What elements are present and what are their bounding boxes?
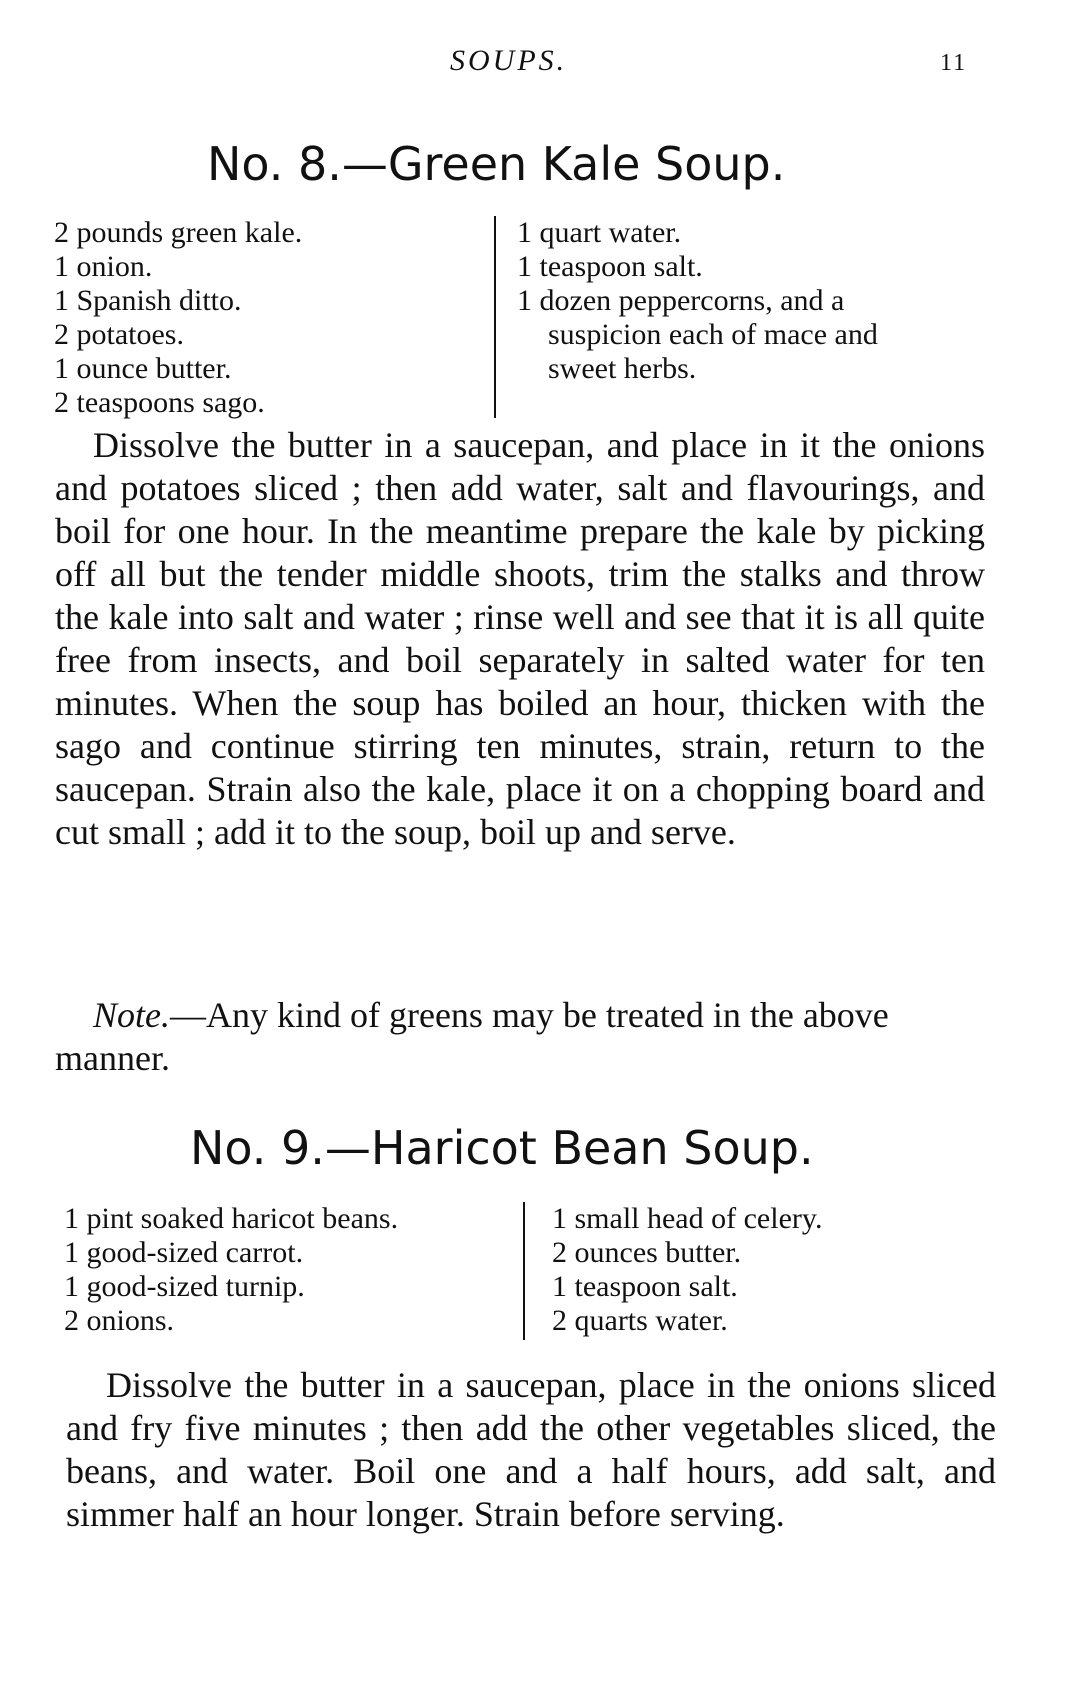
recipe-9-ingredients-left bbox=[64, 1202, 398, 1338]
running-head-title: SOUPS. bbox=[450, 44, 568, 77]
ingredient-line: suspicion each of mace and bbox=[548, 318, 878, 351]
ingredient-line: 1 small head of celery. bbox=[552, 1202, 823, 1235]
ingredient-line: sweet herbs. bbox=[548, 352, 697, 385]
page-number: 11 bbox=[940, 50, 968, 76]
ingredient-line: 2 quarts water. bbox=[552, 1304, 728, 1337]
note-text: —Any kind of greens may be treated in the above manner. bbox=[55, 995, 889, 1078]
recipe-8-ingredients-right bbox=[517, 216, 878, 386]
recipe-8-note bbox=[55, 994, 985, 1080]
ingredient-line: 1 dozen peppercorns, and a bbox=[517, 284, 845, 317]
ingredient-line: 1 Spanish ditto. bbox=[54, 284, 242, 317]
recipe-8-title: No. 8.—Green Kale Soup. bbox=[207, 137, 786, 191]
recipe-9-ingredients-right bbox=[552, 1202, 822, 1338]
ingredient-line: 2 onions. bbox=[64, 1304, 175, 1337]
ingredient-line: 1 pint soaked haricot beans. bbox=[64, 1202, 399, 1235]
ingredient-line: 1 good-sized turnip. bbox=[64, 1270, 305, 1303]
recipe-8-method: Dissolve the butter in a saucepan, and place in it the onions and potatoes sliced ; then add water, salt and flavourings, and boil for one hour. In the meantime prepare the kale by picking off all but the tender middle shoots, trim the stalks and throw the kale into salt and water ; rinse well and see that it is all quite free from insects, and boil separately in salted water for ten minutes. When the soup has boiled an hour, thicken with the sago and continue stirring ten minutes, strain, return to the saucepan. Strain also the kale, place it on a chopping board and cut small ; add it to the soup, boil up and serve. bbox=[55, 425, 985, 852]
ingredient-line: 1 onion. bbox=[54, 250, 153, 283]
recipe-8-ingredients bbox=[54, 216, 984, 422]
ingredient-line: 2 ounces butter. bbox=[552, 1236, 742, 1269]
ingredient-divider bbox=[523, 1202, 525, 1340]
ingredient-line: 1 teaspoon salt. bbox=[552, 1270, 738, 1303]
note-label: Note. bbox=[93, 995, 170, 1035]
ingredient-line: 1 ounce butter. bbox=[54, 352, 232, 385]
ingredient-line: 1 good-sized carrot. bbox=[64, 1236, 304, 1269]
ingredient-divider bbox=[494, 216, 496, 418]
recipe-9-title: No. 9.—Haricot Bean Soup. bbox=[190, 1121, 814, 1175]
recipe-9-ingredients bbox=[64, 1202, 994, 1342]
running-head bbox=[0, 44, 1085, 84]
ingredient-line: 2 teaspoons sago. bbox=[54, 386, 265, 419]
ingredient-line: 2 potatoes. bbox=[54, 318, 184, 351]
ingredient-line: 1 quart water. bbox=[517, 216, 682, 249]
recipe-8-ingredients-left bbox=[54, 216, 302, 420]
ingredient-line: 1 teaspoon salt. bbox=[517, 250, 703, 283]
ingredient-line: 2 pounds green kale. bbox=[54, 216, 303, 249]
recipe-9-method: Dissolve the butter in a saucepan, place in the onions sliced and fry five minutes ; then add the other vegetables sliced, the beans, and water. Boil one and a half hours, add salt, and simmer half an hour longer. Strain before serving. bbox=[66, 1365, 996, 1534]
